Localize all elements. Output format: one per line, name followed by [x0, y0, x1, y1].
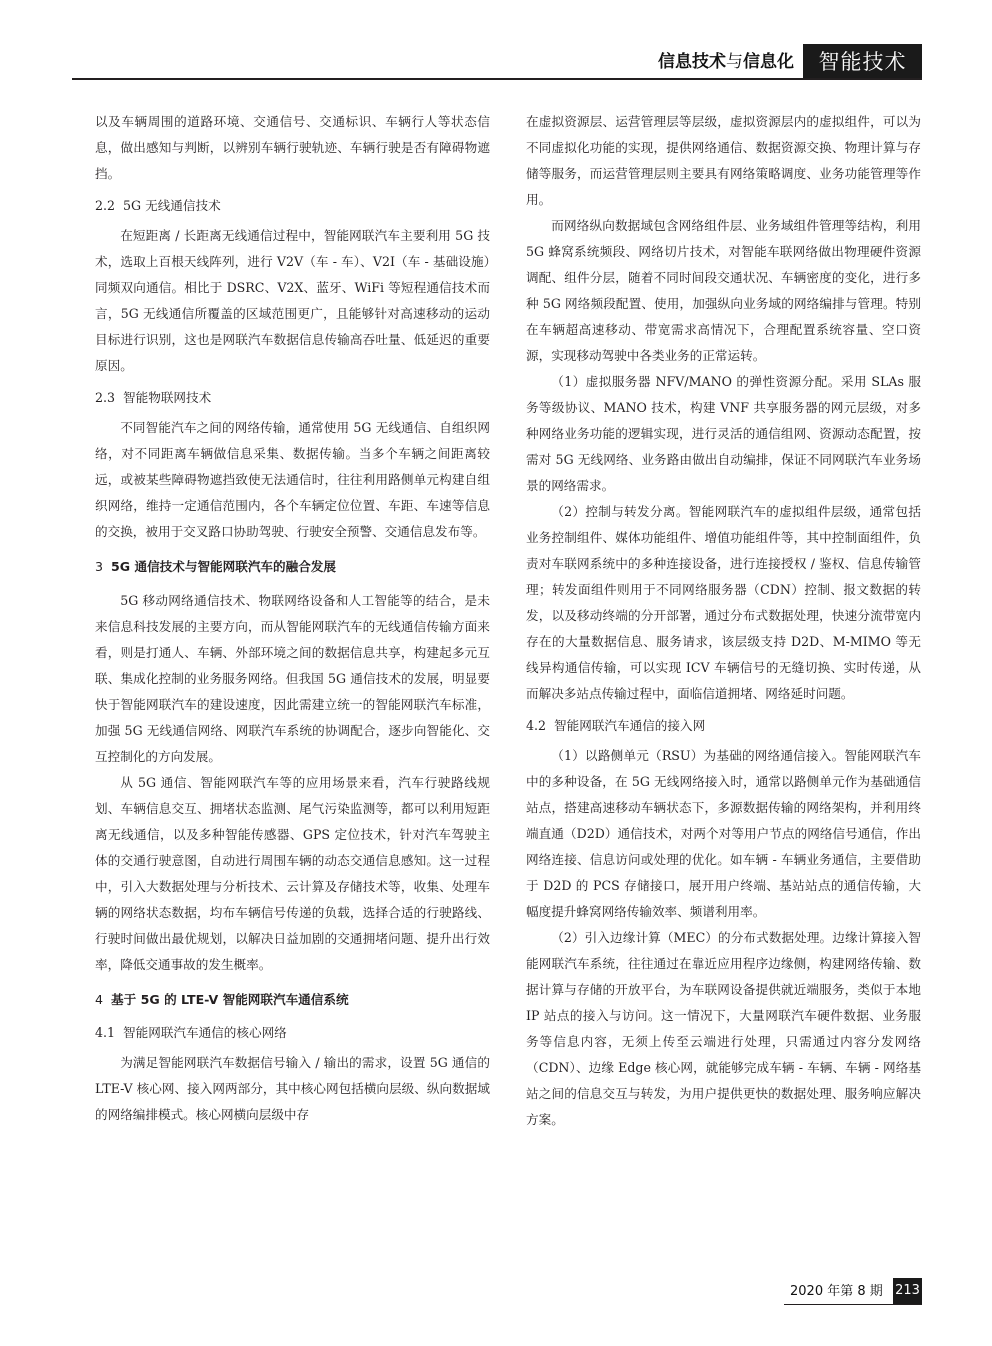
paragraph: 不同智能汽车之间的网络传输，通常使用 5G 无线通信、自组织网络，对不同距离车辆做信息采集、数据传输。当多个车辆之间距离较远，或被某些障碍物遮挡致使无法通信时，往往利用路侧单元构建自组织网络，维持一定通信范围内，各个车辆定位位置、车距、车速等信息的交换，被用于交叉路口协助驾驶、行驶安全预警、交通信息发布等。 — [95, 420, 490, 539]
section-title: 智能网联汽车通信的核心网络 — [123, 1025, 287, 1040]
section-title: 5G 无线通信技术 — [123, 198, 221, 213]
section-number: 4 — [95, 992, 104, 1007]
paragraph: （1）以路侧单元（RSU）为基础的网络通信接入。智能网联汽车中的多种设备，在 5G 无线网络接入时，通常以路侧单元作为基础通信站点，搭建高速移动车辆状态下，多源数据传输的网络架构，并利用终端直通（D2D）通信技术，对两个对等用户节点的网络信号通信，作出网络连接、信息访问或处理的优化。如车辆 - 车辆业务通信，主要借助于 D2D 的 PCS 存储接口，展开用户终端、基站站点的通信传输，大幅度提升蜂窝网络传输效率、频谱利用率。 — [526, 748, 921, 919]
page-number: 213 — [893, 1278, 922, 1304]
paragraph: 从 5G 通信、智能网联汽车等的应用场景来看，汽车行驶路线规划、车辆信息交互、拥堵状态监测、尾气污染监测等，都可以利用短距离无线通信，以及多种智能传感器、GPS 定位技术，针对汽车驾驶主体的交通行驶意图，自动进行周围车辆的动态交通信息感知。这一过程中，引入大数据处理与分析技术、云计算及存储技术等，收集、处理车辆的网络状态数据，均布车辆信号传递的负载，选择合适的行驶路线、行驶时间做出最优规划，以解决日益加剧的交通拥堵问题、提升出行效率，降低交通事故的发生概率。 — [95, 775, 490, 972]
footer-rule — [784, 1304, 922, 1305]
paragraph: 而网络纵向数据域包含网络组件层、业务域组件管理等结构，利用 5G 蜂窝系统频段、网络切片技术，对智能车联网络做出物理硬件资源调配、组件分层，随着不同时间段交通状况、车辆密度的变化，进行多种 5G 网络频段配置、使用，加强纵向业务域的网络编排与管理。特别在车辆超高速移动、带宽需求高情况下，合理配置系统容量、空口资源，实现移动驾驶中各类业务的正常运转。 — [526, 218, 921, 363]
paragraph: 在虚拟资源层、运营管理层等层级，虚拟资源层内的虚拟组件，可以为不同虚拟化功能的实现，提供网络通信、数据资源交换、物理计算与存储等服务，而运营管理层则主要具有网络策略调度、业务功能管理等作用。 — [526, 114, 921, 207]
section-heading-4-2 — [526, 714, 921, 738]
left-column — [95, 109, 490, 1128]
journal-name — [658, 44, 794, 80]
section-title: 5G 通信技术与智能网联汽车的融合发展 — [111, 559, 336, 574]
section-number: 4.1 — [95, 1025, 116, 1040]
section-heading-4 — [95, 988, 490, 1012]
section-heading-4-1 — [95, 1021, 490, 1045]
section-number: 2.3 — [95, 390, 116, 405]
paragraph: （1）虚拟服务器 NFV/MANO 的弹性资源分配。采用 SLAs 服务等级协议、MANO 技术，构建 VNF 共享服务器的网元层级，对多种网络业务功能的逻辑实现，进行灵活的通信组网、资源动态配置，按需对 5G 无线网络、业务路由做出自动编排，保证不同网联汽车业务场景的网络需求。 — [526, 374, 921, 493]
journal-name-part1: 信息技术 — [658, 52, 726, 72]
section-title: 智能网联汽车通信的接入网 — [554, 718, 706, 733]
journal-name-part2: 与 — [726, 52, 743, 72]
section-heading-3 — [95, 555, 490, 579]
header-rule — [72, 78, 922, 80]
journal-name-part3: 信息化 — [743, 52, 794, 72]
section-heading-2-3 — [95, 386, 490, 410]
paragraph: 以及车辆周围的道路环境、交通信号、交通标识、车辆行人等状态信息，做出感知与判断，以辨别车辆行驶轨迹、车辆行驶是否有障碍物遮挡。 — [95, 114, 490, 181]
section-title: 基于 5G 的 LTE-V 智能网联汽车通信系统 — [111, 992, 349, 1007]
paragraph: 为满足智能网联汽车数据信号输入 / 输出的需求，设置 5G 通信的 LTE-V 核心网、接入网两部分，其中核心网包括横向层级、纵向数据域的网络编排模式。核心网横向层级中存 — [95, 1055, 490, 1122]
right-column — [526, 109, 921, 1133]
issue-label: 2020 年第 8 期 — [790, 1284, 883, 1299]
section-number: 2.2 — [95, 198, 116, 213]
paragraph: 在短距离 / 长距离无线通信过程中，智能网联汽车主要利用 5G 技术，选取上百根天线阵列，进行 V2V（车 - 车）、V2I（车 - 基础设施）同频双向通信。相比于 DSRC、V2X、蓝牙、WiFi 等短程通信技术而言，5G 无线通信所覆盖的区域范围更广，且能够针对高速移动的运动目标进行识别，这也是网联汽车数据信息传输高吞吐量、低延迟的重要原因。 — [95, 228, 490, 373]
paragraph: （2）引入边缘计算（MEC）的分布式数据处理。边缘计算接入智能网联汽车系统，往往通过在靠近应用程序边缘侧，构建网络传输、数据计算与存储的开放平台，为车联网设备提供就近端服务，类似于本地 IP 站点的接入与访问。这一情况下，大量网联汽车硬件数据、业务服务等信息内容，无须上传至云端进行处理，只需通过内容分发网络（CDN）、边缘 Edge 核心网，就能够完成车辆 - 车辆、车辆 - 网络基站之间的信息交互与转发，为用户提供更快的数据处理、服务响应解决方案。 — [526, 930, 921, 1127]
paragraph: 5G 移动网络通信技术、物联网络设备和人工智能等的结合，是未来信息科技发展的主要方向，而从智能网联汽车的无线通信传输方面来看，则是打通人、车辆、外部环境之间的数据信息共享，构建起多元互联、集成化控制的业务服务网络。但我国 5G 通信技术的发展，明显要快于智能网联汽车的建设速度，因此需建立统一的智能网联汽车标准，加强 5G 无线通信网络、网联汽车系统的协调配合，逐步向智能化、交互控制化的方向发展。 — [95, 593, 490, 764]
section-number: 4.2 — [526, 718, 547, 733]
section-title: 智能物联网技术 — [123, 390, 212, 405]
section-title-box: 智能技术 — [803, 44, 922, 80]
paragraph: （2）控制与转发分离。智能网联汽车的虚拟组件层级，通常包括业务控制组件、媒体功能组件、增值功能组件等，其中控制面组件，负责对车联网系统中的多种连接设备，进行连接授权 / 鉴权、信息传输管理；转发面组件则用于不同网络服务器（CDN）控制、报文数据的转发，以及移动终端的分开部署，通过分布式数据处理，快速分流带宽内存在的大量数据信息、服务请求，该层级支持 D2D、M-MIMO 等无线异构通信传输，可以实现 ICV 车辆信号的无缝切换、实时传递，从而解决多站点传输过程中，面临信道拥堵、网络延时问题。 — [526, 504, 921, 701]
section-heading-2-2 — [95, 194, 490, 218]
section-number: 3 — [95, 559, 104, 574]
